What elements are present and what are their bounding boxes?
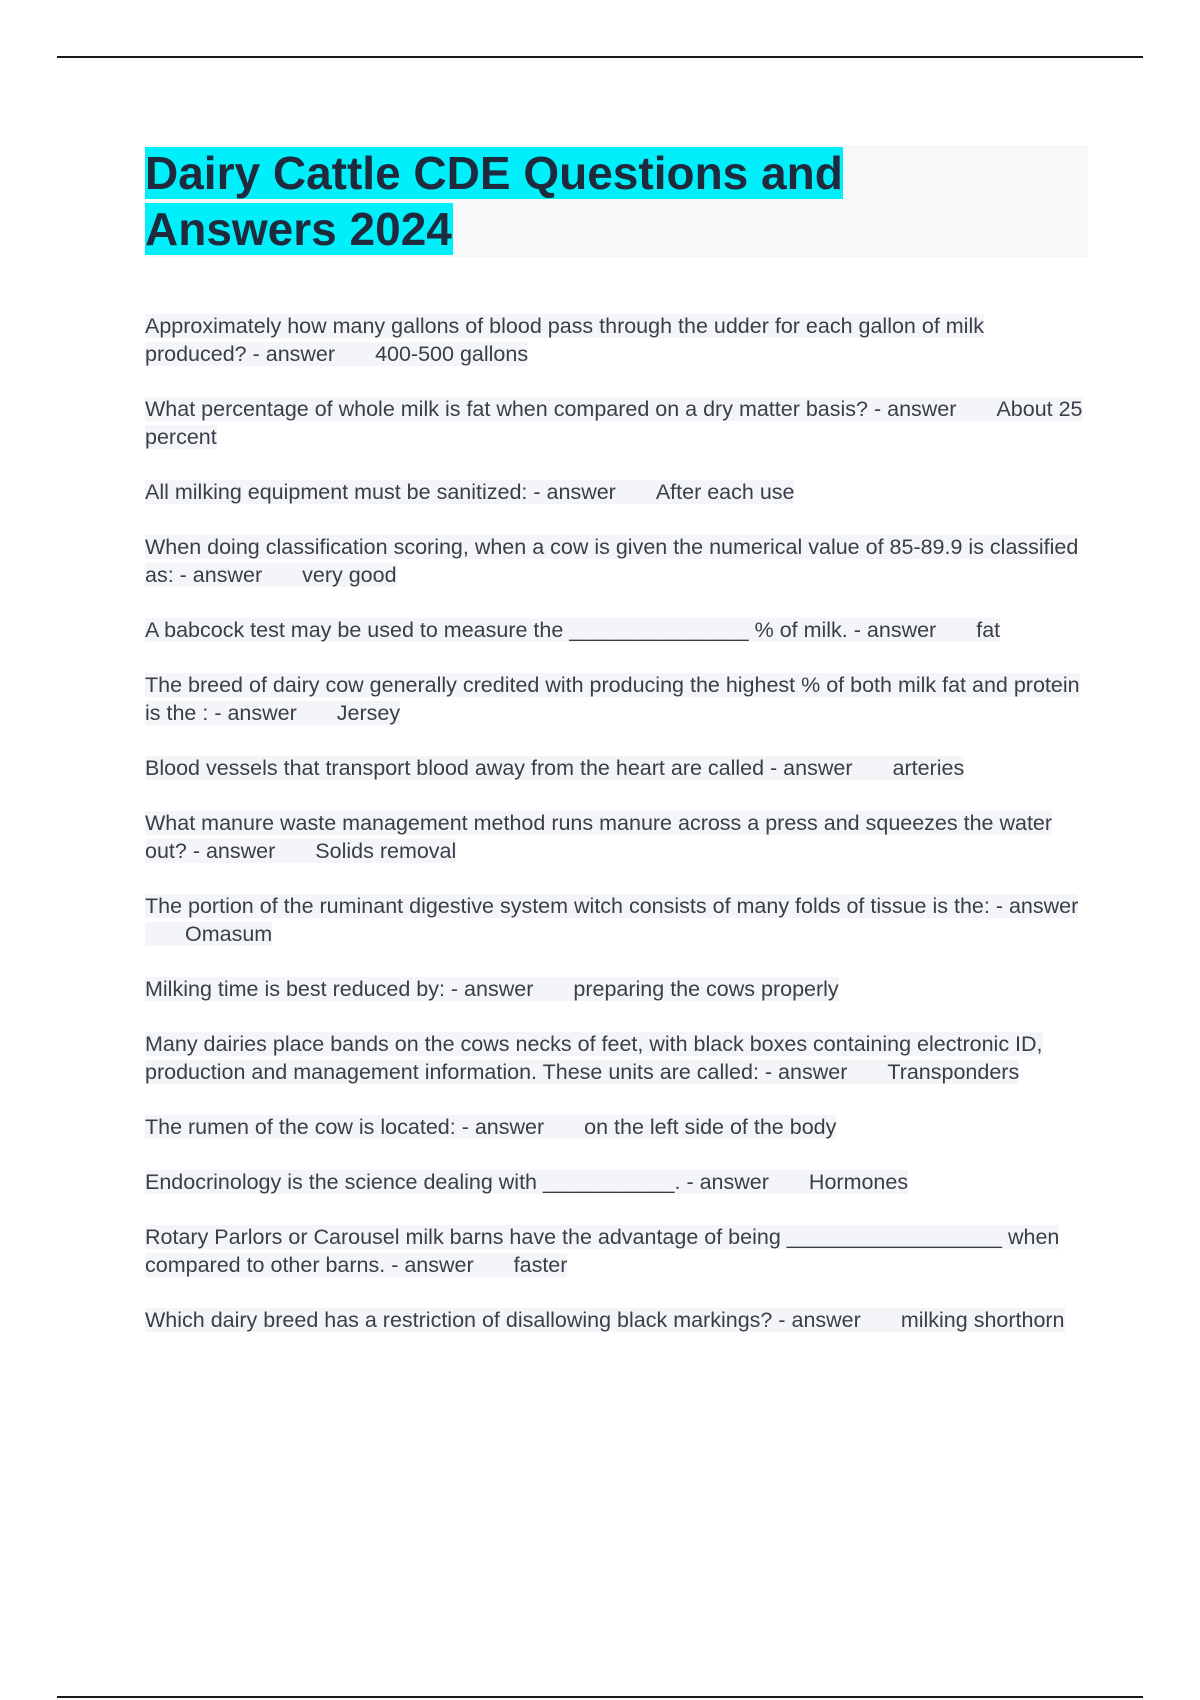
qa-item (145, 1113, 1090, 1141)
answer-label: - answer (853, 618, 937, 642)
qa-item (145, 395, 1090, 451)
answer-text: Hormones (808, 1170, 909, 1194)
question-text: Approximately how many gallons of blood pass through the udder for each gallon of milk produced? (145, 314, 984, 366)
answer-text: Jersey (336, 701, 401, 725)
answer-label: - answer (391, 1253, 474, 1277)
question-text: Milking time is best reduced by: (145, 977, 445, 1001)
qa-text (145, 894, 1078, 946)
qa-text (145, 480, 794, 504)
question-text: The portion of the ruminant digestive system witch consists of many folds of tissue is the: (145, 894, 990, 918)
qa-text (145, 977, 839, 1001)
answer-label: - answer (461, 1115, 545, 1139)
qa-text (145, 1225, 1059, 1277)
answer-text: very good (302, 563, 397, 587)
answer-label: - answer (873, 397, 957, 421)
qa-item (145, 312, 1090, 368)
footer-rule (57, 1696, 1143, 1698)
answer-label: - answer (214, 701, 297, 725)
answer-label: - answer (686, 1170, 769, 1194)
answer-text: Omasum (185, 922, 273, 946)
answer-text: fat (976, 618, 1001, 642)
answer-label: - answer (770, 756, 853, 780)
qa-text (145, 756, 964, 780)
answer-label: - answer (764, 1060, 848, 1084)
answer-label: - answer (995, 894, 1079, 918)
question-text: Many dairies place bands on the cows necks of feet, with black boxes containing electronic ID, production and management information. These units are called: (145, 1032, 1043, 1084)
answer-text: milking shorthorn (900, 1308, 1065, 1332)
answer-label: - answer (252, 342, 336, 366)
qa-item (145, 754, 1090, 782)
qa-item (145, 1223, 1090, 1279)
qa-list (145, 312, 1090, 1361)
qa-item (145, 1030, 1090, 1086)
title-block (145, 145, 1088, 257)
question-text: A babcock test may be used to measure the _______________ % of milk. (145, 618, 848, 642)
question-text: Which dairy breed has a restriction of disallowing black markings? (145, 1308, 773, 1332)
qa-text (145, 1308, 1065, 1332)
answer-label: - answer (450, 977, 534, 1001)
question-text: What manure waste management method runs manure across a press and squeezes the water out? (145, 811, 1053, 863)
answer-text: faster (513, 1253, 568, 1277)
qa-item (145, 478, 1090, 506)
answer-text: preparing the cows properly (573, 977, 839, 1001)
qa-item (145, 975, 1090, 1003)
document-title: Dairy Cattle CDE Questions and Answers 2024 (145, 147, 843, 255)
qa-text (145, 618, 1000, 642)
answer-text: After each use (655, 480, 795, 504)
qa-item (145, 533, 1090, 589)
qa-item (145, 616, 1090, 644)
answer-label: - answer (778, 1308, 861, 1332)
answer-label: - answer (533, 480, 616, 504)
answer-label: - answer (192, 839, 276, 863)
question-text: The breed of dairy cow generally credited with producing the highest % of both milk fat and protein is the : (145, 673, 1080, 725)
question-text: The rumen of the cow is located: (145, 1115, 456, 1139)
answer-text: arteries (892, 756, 965, 780)
qa-text (145, 1032, 1043, 1084)
question-text: Rotary Parlors or Carousel milk barns have the advantage of being __________________ when compared to other barns. (145, 1225, 1060, 1277)
question-text: What percentage of whole milk is fat when compared on a dry matter basis? (145, 397, 868, 421)
header-rule (57, 56, 1143, 58)
answer-text: About 25 percent (145, 397, 1083, 449)
answer-text: Transponders (887, 1060, 1020, 1084)
question-text: When doing classification scoring, when a cow is given the numerical value of 85-89.9 is classified as: (145, 535, 1079, 587)
qa-item (145, 809, 1090, 865)
qa-item (145, 892, 1090, 948)
answer-text: Solids removal (315, 839, 457, 863)
question-text: Blood vessels that transport blood away from the heart are called (145, 756, 765, 780)
question-text: All milking equipment must be sanitized: (145, 480, 528, 504)
answer-text: on the left side of the body (584, 1115, 837, 1139)
qa-text (145, 535, 1078, 587)
question-text: Endocrinology is the science dealing with ___________. (145, 1170, 681, 1194)
qa-item (145, 1168, 1090, 1196)
qa-text (145, 673, 1080, 725)
qa-text (145, 1170, 908, 1194)
qa-text (145, 314, 984, 366)
answer-label: - answer (179, 563, 263, 587)
qa-text (145, 811, 1052, 863)
qa-text (145, 1115, 836, 1139)
answer-text: 400-500 gallons (375, 342, 529, 366)
qa-item (145, 1306, 1090, 1334)
qa-item (145, 671, 1090, 727)
qa-text (145, 397, 1083, 449)
